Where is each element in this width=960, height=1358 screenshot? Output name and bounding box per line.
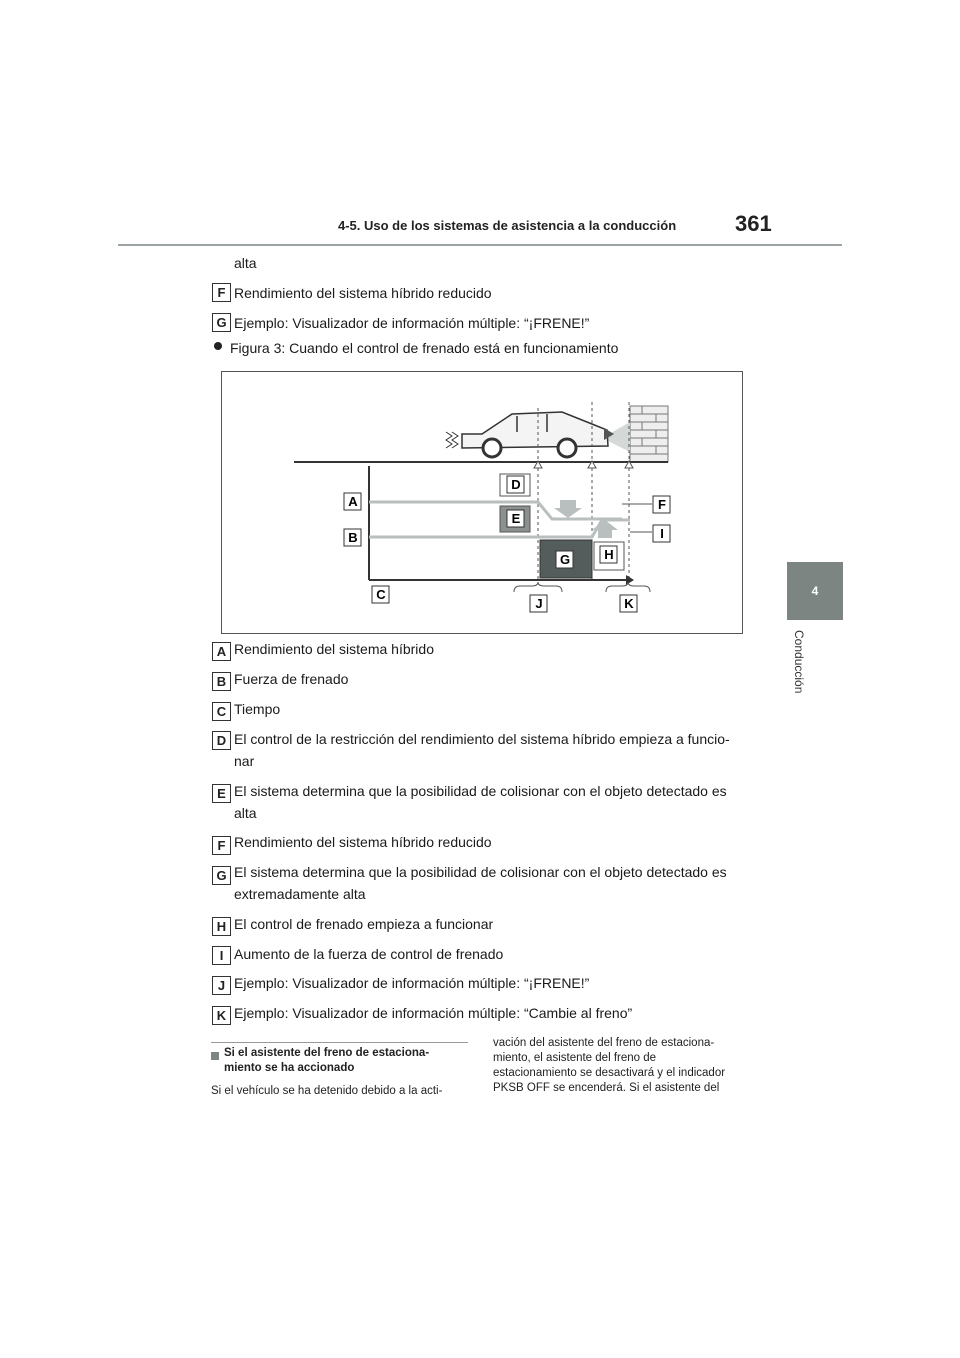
legend-badge-e: E <box>212 784 231 803</box>
figure-diagram <box>221 371 743 634</box>
legend-badge-c: C <box>212 702 231 721</box>
fig-label-g: G <box>559 552 571 567</box>
label-badge-f: F <box>212 283 231 302</box>
bullet-icon <box>214 342 222 350</box>
legend-text-g: El sistema determina que la posibilidad de colisionar con el objeto detectado es <box>234 864 727 880</box>
brick-wall <box>630 406 668 462</box>
brace-j <box>514 582 562 592</box>
fig-label-b: B <box>348 530 358 545</box>
legend-badge-i: I <box>212 946 231 965</box>
legend-text-c: Tiempo <box>234 701 281 717</box>
legend-badge-d: D <box>212 731 231 750</box>
page-number: 361 <box>735 211 772 236</box>
legend-badge-f: F <box>212 836 231 855</box>
fig-label-k: K <box>624 596 634 611</box>
legend-badge-j: J <box>212 976 231 995</box>
down-arrow-icon <box>554 500 582 518</box>
fig-label-e: E <box>511 511 521 526</box>
legend-text-e-2: alta <box>234 805 257 821</box>
chapter-tab[interactable]: 4 <box>787 562 843 620</box>
car-icon <box>446 412 608 457</box>
label-badge-g: G <box>212 313 231 332</box>
header-rule <box>118 244 842 246</box>
right-column-line-3: estacionamiento se desactivará y el indicador <box>493 1067 726 1079</box>
legend-badge-g: G <box>212 866 231 885</box>
legend-text-f: Rendimiento del sistema híbrido reducido <box>234 834 492 850</box>
right-column-line-1: vación del asistente del freno de estaciona- <box>493 1037 715 1049</box>
section-square-icon <box>211 1052 219 1060</box>
section-rule <box>211 1042 468 1043</box>
fig-label-i: I <box>660 526 664 541</box>
chapter-header: 4-5. Uso de los sistemas de asistencia a la conducción <box>338 218 677 233</box>
continuation-text: alta <box>234 255 257 271</box>
legend-text-i: Aumento de la fuerza de control de frenado <box>234 946 504 962</box>
brace-k <box>606 582 650 592</box>
legend-text-d-2: nar <box>234 753 255 769</box>
fig-label-d: D <box>511 477 521 492</box>
item-g-text: Ejemplo: Visualizador de información múltiple: “¡FRENE!” <box>234 315 590 331</box>
legend-text-a: Rendimiento del sistema híbrido <box>234 641 434 657</box>
fig-label-h: H <box>604 547 614 562</box>
right-column-line-2: miento, el asistente del freno de <box>493 1052 657 1064</box>
up-arrow-icon <box>592 520 618 538</box>
fig-label-j: J <box>535 596 543 611</box>
item-f-text: Rendimiento del sistema híbrido reducido <box>234 285 492 301</box>
legend-text-h: El control de frenado empieza a funcionar <box>234 916 494 932</box>
right-column-line-4: PKSB OFF se encenderá. Si el asistente del <box>493 1082 720 1094</box>
fig-label-c: C <box>376 587 386 602</box>
legend-badge-a: A <box>212 642 231 661</box>
legend-text-k: Ejemplo: Visualizador de información múltiple: “Cambie al freno” <box>234 1005 633 1021</box>
legend-text-j: Ejemplo: Visualizador de información múltiple: “¡FRENE!” <box>234 975 590 991</box>
legend-text-e: El sistema determina que la posibilidad de colisionar con el objeto detectado es <box>234 783 727 799</box>
legend-badge-b: B <box>212 672 231 691</box>
figure-caption: Figura 3: Cuando el control de frenado está en funcionamiento <box>230 340 619 356</box>
legend-badge-k: K <box>212 1006 231 1025</box>
diagram-svg <box>222 372 742 633</box>
fig-label-f: F <box>658 497 666 512</box>
fig-label-a: A <box>348 494 358 509</box>
chapter-tab-label: Conducción <box>792 630 806 694</box>
section-heading: Si el asistente del freno de estaciona-miento se ha accionado <box>224 1047 430 1074</box>
left-column-text: Si el vehículo se ha detenido debido a la acti- <box>211 1085 443 1097</box>
legend-badge-h: H <box>212 917 231 936</box>
performance-curve <box>369 502 622 519</box>
legend-text-d: El control de la restricción del rendimiento del sistema híbrido empieza a funcio- <box>234 731 730 747</box>
legend-text-g-2: extremadamente alta <box>234 886 366 902</box>
legend-text-b: Fuerza de frenado <box>234 671 349 687</box>
